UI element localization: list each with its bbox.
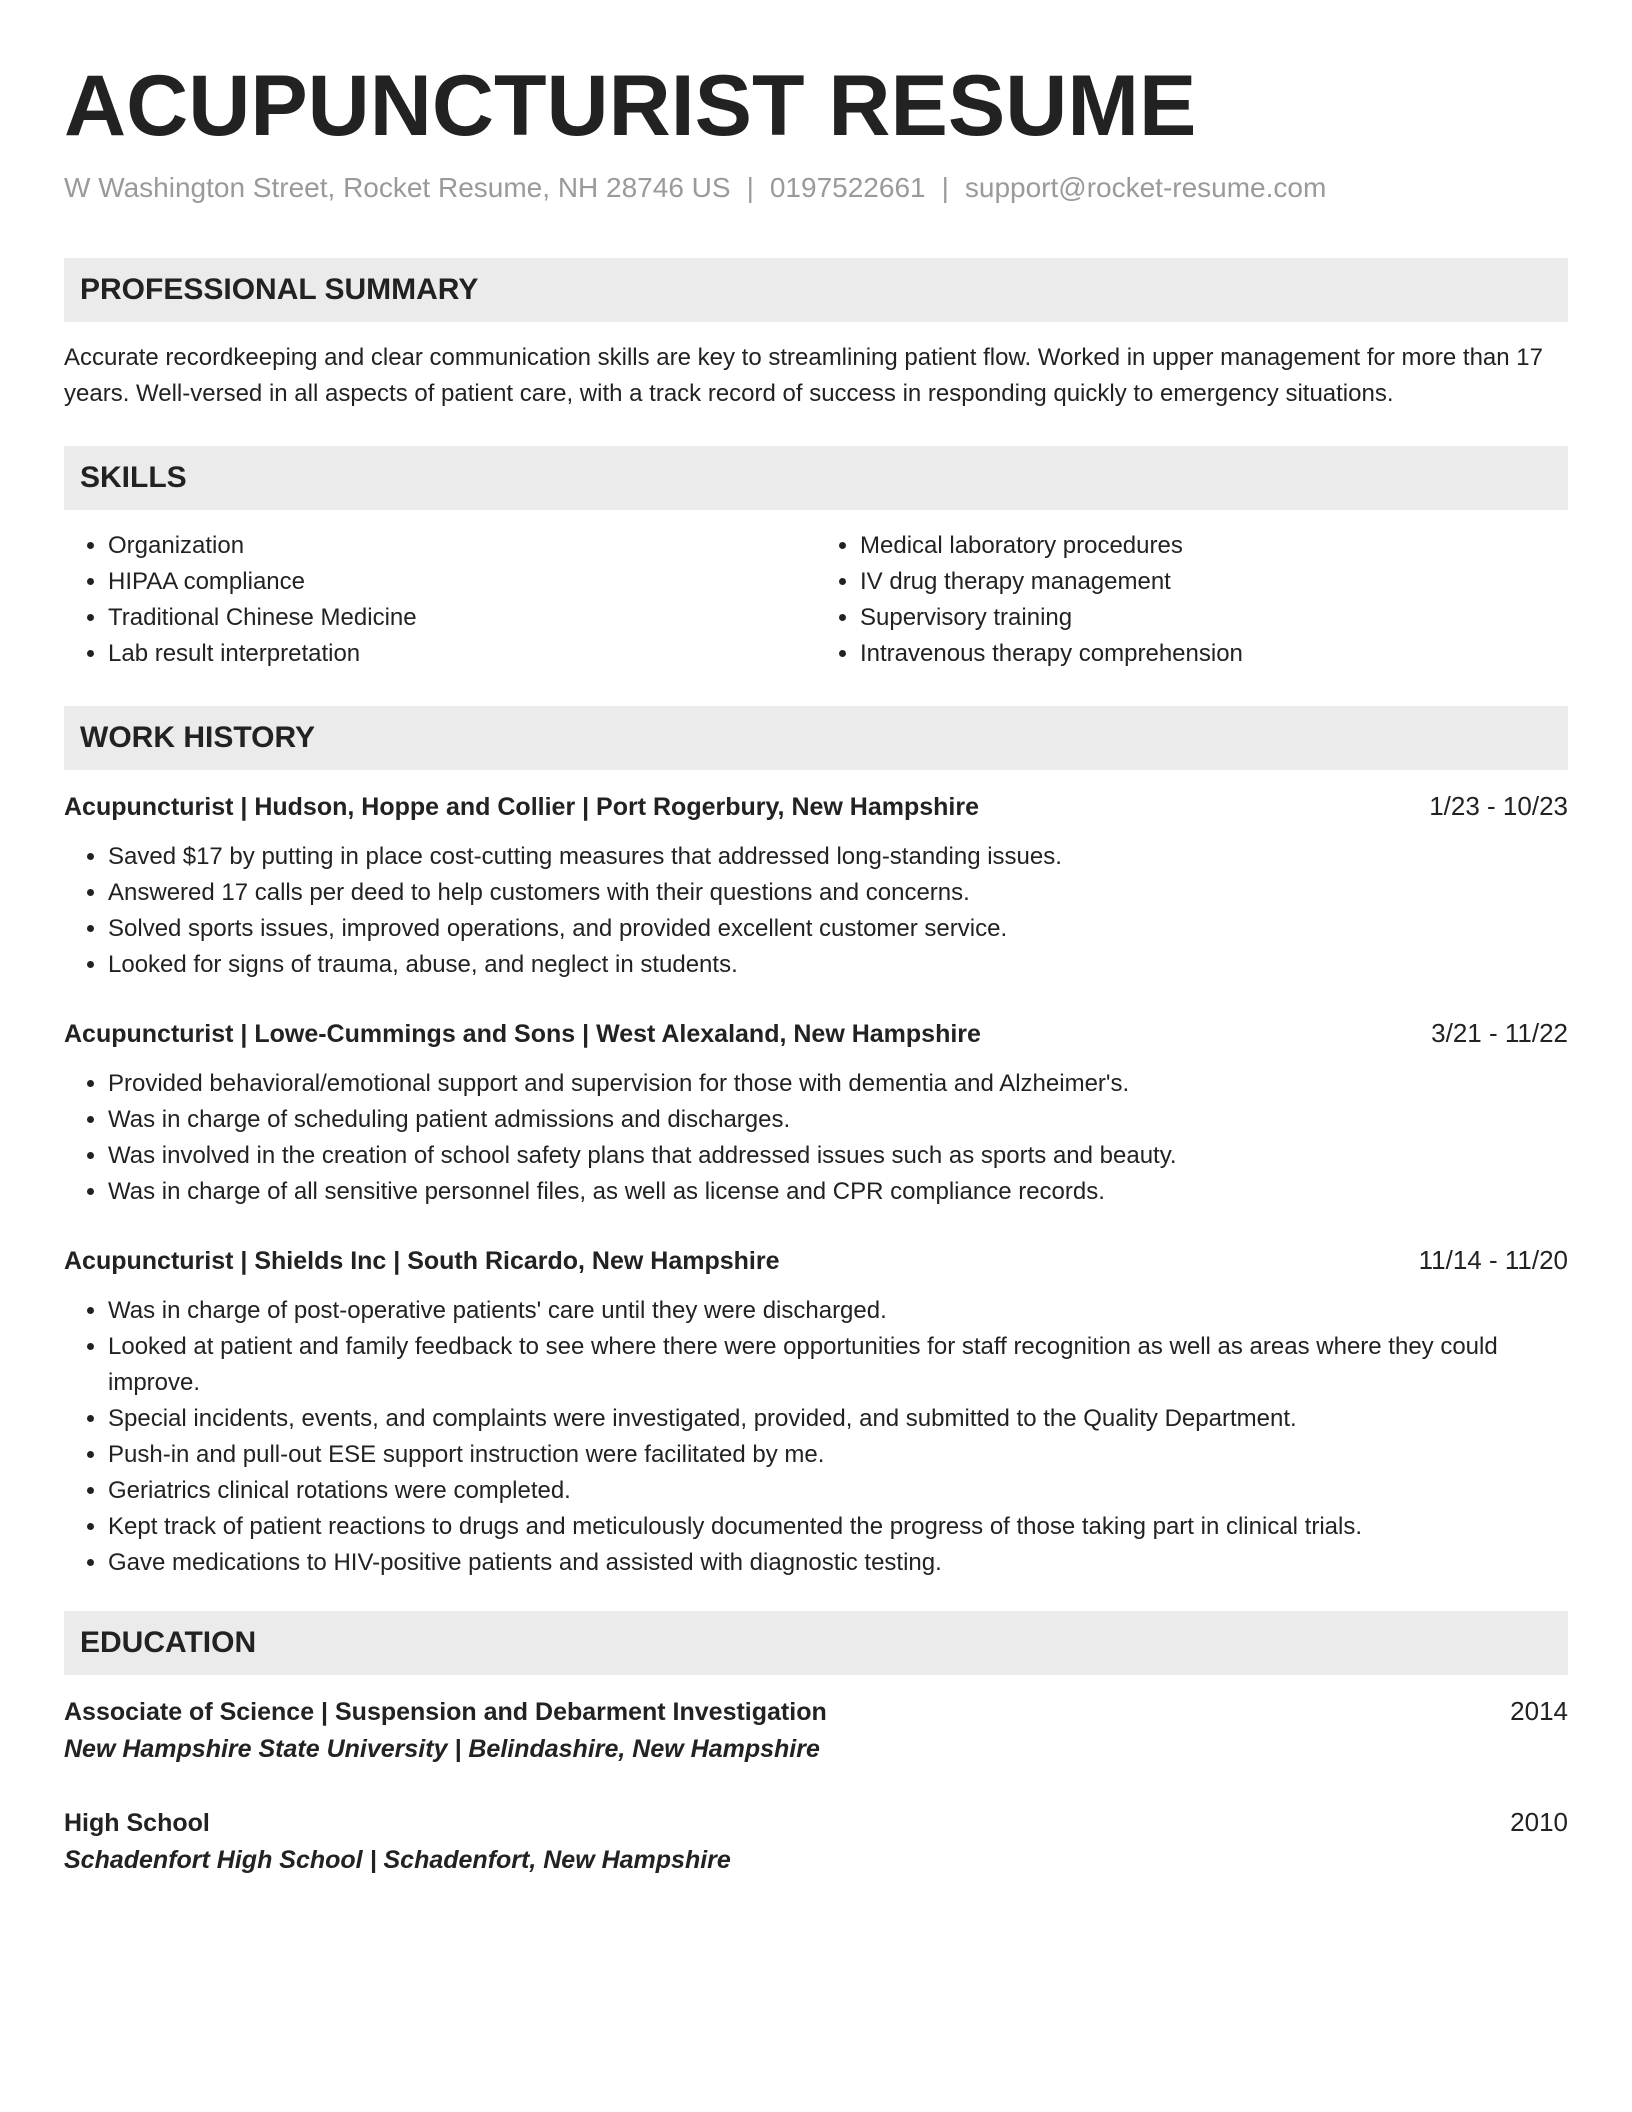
education-header: [64, 1804, 1568, 1841]
job-entry: [64, 1015, 1568, 1210]
skills-section: [64, 446, 1568, 672]
education-entry: [64, 1693, 1568, 1768]
job-title: Acupuncturist | Lowe-Cummings and Sons | West Alexaland, New Hampshire: [64, 1020, 981, 1048]
education-year: 2010: [1510, 1807, 1568, 1837]
job-bullet: • Was involved in the creation of school safety plans that addressed issues such as sports and beauty.: [108, 1138, 1568, 1174]
education-school: Schadenfort High School | Schadenfort, New Hampshire: [64, 1846, 731, 1874]
job-bullet: • Was in charge of scheduling patient admissions and discharges.: [108, 1102, 1568, 1138]
skill-item: • Organization: [108, 528, 816, 564]
education-year: 2014: [1510, 1696, 1568, 1726]
job-bullets: [64, 1293, 1568, 1581]
work-history-section: [64, 706, 1568, 1581]
contact-address: W Washington Street, Rocket Resume, NH 28746 US: [64, 172, 731, 203]
summary-section: [64, 258, 1568, 412]
job-header: [64, 1242, 1568, 1279]
skill-item: • Supervisory training: [860, 600, 1568, 636]
job-bullet: • Push-in and pull-out ESE support instruction were facilitated by me.: [108, 1437, 1568, 1473]
job-bullet: • Saved $17 by putting in place cost-cutting measures that addressed long-standing issues.: [108, 839, 1568, 875]
job-bullet: • Was in charge of post-operative patients' care until they were discharged.: [108, 1293, 1568, 1329]
job-header: [64, 1015, 1568, 1052]
resume-title: ACUPUNCTURIST RESUME: [64, 58, 1197, 154]
skills-grid: [64, 528, 1568, 672]
skill-item: • Traditional Chinese Medicine: [108, 600, 816, 636]
summary-heading: PROFESSIONAL SUMMARY: [64, 258, 1568, 322]
job-title: Acupuncturist | Shields Inc | South Ricardo, New Hampshire: [64, 1247, 780, 1275]
contact-phone: 0197522661: [769, 172, 926, 203]
job-entry: [64, 788, 1568, 983]
skill-item: • Medical laboratory procedures: [860, 528, 1568, 564]
education-degree: High School: [64, 1809, 210, 1837]
job-header: [64, 788, 1568, 825]
education-entry: [64, 1804, 1568, 1879]
job-bullet: • Answered 17 calls per deed to help customers with their questions and concerns.: [108, 875, 1568, 911]
education-section: [64, 1611, 1568, 1879]
job-bullet: • Geriatrics clinical rotations were completed.: [108, 1473, 1568, 1509]
skill-item: • HIPAA compliance: [108, 564, 816, 600]
job-dates: 3/21 - 11/22: [1431, 1018, 1568, 1048]
skill-item: • IV drug therapy management: [860, 564, 1568, 600]
job-bullet: • Solved sports issues, improved operations, and provided excellent customer service.: [108, 911, 1568, 947]
education-degree: Associate of Science | Suspension and Debarment Investigation: [64, 1698, 827, 1726]
contact-line: [64, 170, 1568, 206]
contact-email: support@rocket-resume.com: [964, 172, 1327, 203]
education-school: New Hampshire State University | Belindashire, New Hampshire: [64, 1735, 820, 1763]
skills-heading: SKILLS: [64, 446, 1568, 510]
job-bullet: • Special incidents, events, and complaints were investigated, provided, and submitted to the Quality Department.: [108, 1401, 1568, 1437]
job-dates: 1/23 - 10/23: [1429, 791, 1568, 821]
job-bullet: • Was in charge of all sensitive personnel files, as well as license and CPR compliance records.: [108, 1174, 1568, 1210]
job-bullet: • Gave medications to HIV-positive patients and assisted with diagnostic testing.: [108, 1545, 1568, 1581]
contact-separator: |: [746, 172, 754, 203]
summary-text: Accurate recordkeeping and clear communication skills are key to streamlining patient flow. Worked in upper management for more than 17 years. Well-versed in all aspects of patient care, with a track record of success in responding quickly to emergency situations.: [64, 344, 1543, 407]
skill-item: • Lab result interpretation: [108, 636, 816, 672]
job-dates: 11/14 - 11/20: [1418, 1245, 1568, 1275]
job-bullet: • Kept track of patient reactions to drugs and meticulously documented the progress of those taking part in clinical trials.: [108, 1509, 1568, 1545]
job-bullet: • Looked at patient and family feedback to see where there were opportunities for staff recognition as well as areas where they could improve.: [108, 1329, 1568, 1401]
job-entry: [64, 1242, 1568, 1581]
job-bullet: • Looked for signs of trauma, abuse, and neglect in students.: [108, 947, 1568, 983]
job-title: Acupuncturist | Hudson, Hoppe and Collier | Port Rogerbury, New Hampshire: [64, 793, 980, 821]
skill-item: • Intravenous therapy comprehension: [860, 636, 1568, 672]
skills-list-left: [64, 528, 816, 672]
job-bullets: [64, 839, 1568, 983]
contact-separator: |: [941, 172, 949, 203]
job-bullets: [64, 1066, 1568, 1210]
skills-list-right: [816, 528, 1568, 672]
education-heading: EDUCATION: [64, 1611, 1568, 1675]
education-header: [64, 1693, 1568, 1730]
job-bullet: • Provided behavioral/emotional support and supervision for those with dementia and Alzheimer's.: [108, 1066, 1568, 1102]
work-history-heading: WORK HISTORY: [64, 706, 1568, 770]
